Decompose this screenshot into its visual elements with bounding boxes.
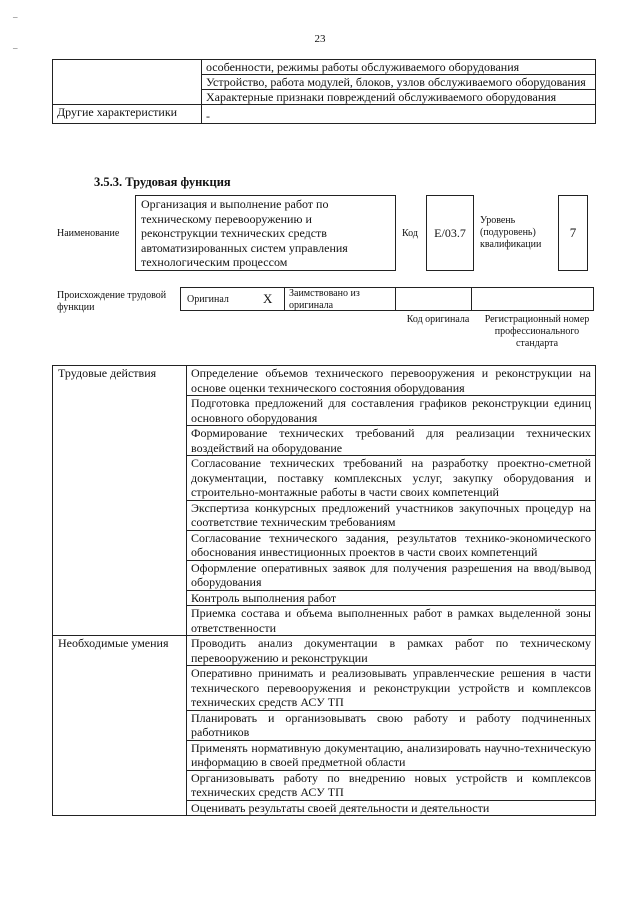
level-value-box: 7 (558, 195, 588, 271)
table-cell: Оперативно принимать и реализовывать управленческие решения в части технического перевооружения и реконструкции устройств и комплексов технических средств АСУ ТП (187, 666, 596, 711)
group-label: Необходимые умения (53, 636, 187, 816)
level-label: Уровень (подуровень) квалификации (480, 215, 542, 250)
table-cell-label: Другие характеристики (53, 105, 202, 124)
function-name-box: Организация и выполнение работ по техническому перевооружению и реконструкции технических средств автоматизированных систем управления технологическим процессом (135, 195, 396, 271)
origin-row (180, 287, 594, 311)
group-label: Трудовые действия (53, 366, 187, 636)
original-cell (180, 287, 284, 311)
table-cell: Согласование технического задания, результатов технико-экономического обоснования инвестиционных проектов в части своих компетенций (187, 530, 596, 560)
section-title: 3.5.3. Трудовая функция (94, 175, 231, 189)
registration-number-cell (472, 287, 594, 311)
borrowed-label: Заимствовано из оригинала (289, 288, 360, 311)
original-mark: X (263, 291, 273, 306)
name-label: Наименование (57, 228, 120, 239)
table-cell: Определение объемов технического перевооружения и реконструкции на основе оценки технического состояния оборудования (187, 366, 596, 396)
registration-caption: Регистрационный номер профессионального стандарта (484, 314, 590, 349)
code-value-box: E/03.7 (426, 195, 474, 271)
margin-mark: – (13, 12, 18, 22)
table-cell-label (53, 60, 202, 105)
table-cell: Планировать и организовывать свою работу и работу подчиненных работников (187, 710, 596, 740)
table-cell: Оценивать результаты своей деятельности и деятельности (187, 800, 596, 816)
table-cell: Подготовка предложений для составления графиков реконструкции единиц основного оборудования (187, 396, 596, 426)
margin-mark: – (13, 43, 18, 53)
code-label: Код (402, 228, 418, 239)
table-cell: Приемка состава и объема выполненных работ в рамках выделенной зоны ответственности (187, 606, 596, 636)
main-table (52, 365, 596, 816)
original-label: Оригинал (187, 294, 229, 305)
borrowed-cell (284, 287, 396, 311)
top-table (52, 59, 596, 124)
page-number: 23 (314, 33, 326, 45)
table-cell: Формирование технических требований для реализации технических воздействий на оборудование (187, 426, 596, 456)
table-cell: Согласование технических требований на разработку проектно-сметной документации, поставку комплексных услуг, закупку оборудования и строительно-монтажные работы в части своих компетенций (187, 456, 596, 501)
table-cell: Характерные признаки повреждений обслуживаемого оборудования (202, 90, 596, 105)
table-cell: Экспертиза конкурсных предложений участников закупочных процедур на соответствие техническим требованиям (187, 500, 596, 530)
table-cell: Применять нормативную документацию, анализировать научно-техническую информацию в своей предметной области (187, 740, 596, 770)
table-cell: особенности, режимы работы обслуживаемого оборудования (202, 60, 596, 75)
code-caption: Код оригинала (406, 314, 470, 325)
origin-label: Происхождение трудовой функции (57, 290, 167, 313)
table-cell: Оформление оперативных заявок для получения разрешения на ввод/вывод оборудования (187, 560, 596, 590)
origin-code-cell (396, 287, 472, 311)
table-cell: Организовывать работу по внедрению новых устройств и комплексов технических средств АСУ ТП (187, 770, 596, 800)
table-cell: Устройство, работа модулей, блоков, узлов обслуживаемого оборудования (202, 75, 596, 90)
table-cell: Контроль выполнения работ (187, 590, 596, 606)
table-cell: - (202, 105, 596, 124)
table-cell: Проводить анализ документации в рамках работ по техническому перевооружению и реконструкции (187, 636, 596, 666)
